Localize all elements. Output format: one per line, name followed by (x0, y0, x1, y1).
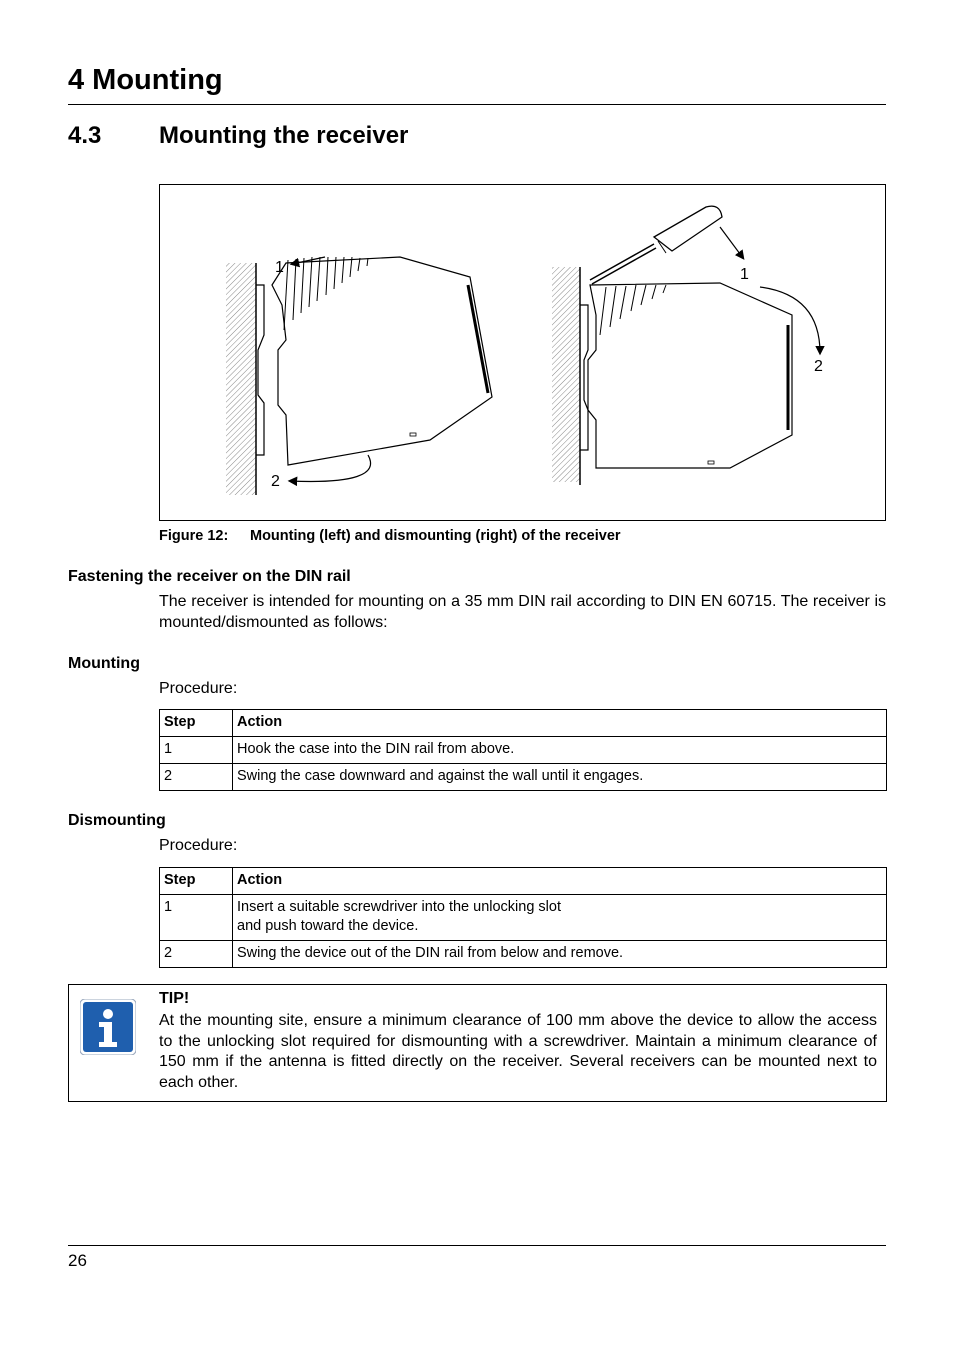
dismounting-drawing (552, 206, 823, 485)
mounting-illustration (160, 185, 885, 520)
table-row (160, 895, 887, 941)
tip-title: TIP! (159, 990, 190, 1007)
section-heading (68, 122, 568, 150)
table-row (160, 941, 887, 968)
fastening-text: The receiver is intended for mounting on a 35 mm DIN rail according to DIN EN 60715. The receiver is mounted/dismounted as follows: (159, 593, 886, 631)
page-number: 26 (68, 1251, 87, 1270)
dismounting-procedure-label: Procedure: (159, 837, 238, 854)
din-rail-right (580, 305, 588, 450)
action-cell (233, 895, 887, 941)
action-cell: Hook the case into the DIN rail from above. (233, 737, 887, 764)
step-cell: 1 (160, 895, 233, 941)
dismounting-steps-table (159, 867, 887, 968)
table-row (160, 764, 887, 791)
figure-caption (159, 528, 621, 544)
fastening-heading: Fastening the receiver on the DIN rail (68, 568, 351, 585)
wall-hatch-right (552, 267, 580, 482)
table-row (160, 737, 887, 764)
figure-label: Figure 12: (159, 528, 229, 544)
action-cell: Swing the case downward and against the wall until it engages. (233, 764, 887, 791)
tip-box (68, 984, 887, 1102)
step-header: Step (160, 710, 233, 737)
arrow-push-slot (720, 227, 743, 258)
mounting-heading: Mounting (68, 655, 140, 672)
step-header: Step (160, 868, 233, 895)
receiver-case-right (588, 283, 792, 468)
action-line: Insert a suitable screwdriver into the unlocking slot (237, 899, 561, 915)
action-header: Action (233, 868, 887, 895)
wall-hatch (226, 263, 256, 495)
screwdriver-icon (590, 206, 722, 284)
section-number: 4.3 (68, 122, 102, 149)
step-cell: 2 (160, 941, 233, 968)
section-title: Mounting the receiver (159, 122, 409, 149)
mounting-procedure-label: Procedure: (159, 680, 238, 697)
chapter-divider (68, 104, 886, 105)
callout-right-2: 2 (814, 358, 823, 375)
figure-mounting-diagram (159, 184, 886, 521)
step-cell: 1 (160, 737, 233, 764)
action-line: and push toward the device. (237, 918, 419, 934)
tip-text: At the mounting site, ensure a minimum clearance of 100 mm above the device to allow the access to the unlocking slot required for dismounting with a screwdriver. Maintain a minimum clearance of 150 mm if the antenna is fitted directly on the receiver. Several receivers can be mounted next to each other. (159, 1012, 877, 1091)
action-cell: Swing the device out of the DIN rail from below and remove. (233, 941, 887, 968)
dismounting-heading: Dismounting (68, 812, 166, 829)
figure-caption-text: Mounting (left) and dismounting (right) of the receiver (250, 528, 621, 544)
chapter-title: 4 Mounting (68, 64, 223, 96)
din-rail (256, 285, 264, 455)
callout-left-1: 1 (275, 259, 284, 276)
receiver-case (272, 257, 492, 465)
mounting-steps-table (159, 709, 887, 791)
table-header-row (160, 868, 887, 895)
footer-divider (68, 1245, 886, 1246)
callout-left-2: 2 (271, 473, 280, 490)
action-header: Action (233, 710, 887, 737)
info-icon (80, 999, 136, 1055)
table-header-row (160, 710, 887, 737)
callout-right-1: 1 (740, 266, 749, 283)
step-cell: 2 (160, 764, 233, 791)
mounting-drawing (226, 257, 492, 495)
